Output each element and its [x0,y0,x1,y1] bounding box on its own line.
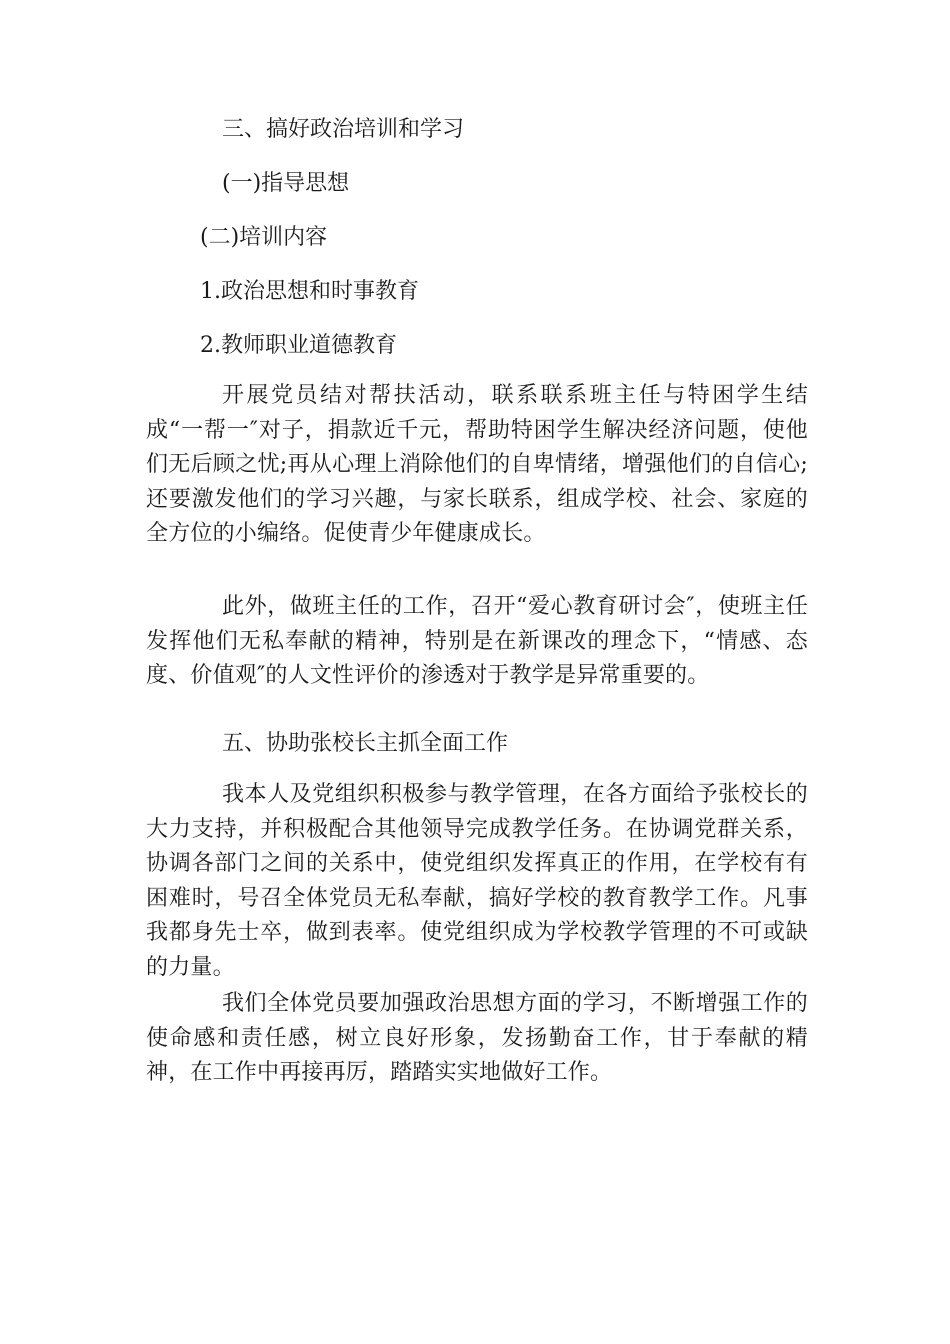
section-heading-five: 五、协助张校长主抓全面工作 [222,731,509,756]
paragraph-mentoring-activity: 开展党员结对帮扶活动，联系联系班主任与特困学生结成“一帮一″对子，捐款近千元，帮助特困学生解决经济问题，使他们无后顾之忧;再从心理上消除他们的自卑情绪，增强他们的自信心;还要激发他们的学习兴趣，与家长联系，组成学校、社会、家庭的全方位的小编络。促使青少年健康成长。 [146,383,808,546]
paragraph-head-teacher-work: 此外，做班主任的工作，召开“爱心教育研讨会″，使班主任发挥他们无私奉献的精神，特别是在新课改的理念下，“情感、态度、价值观″的人文性评价的渗透对于教学是异常重要的。 [146,594,808,688]
sub-heading-guiding-ideology: (一)指导思想 [222,171,350,196]
section-heading-three: 三、搞好政治培训和学习 [222,117,465,142]
list-item-politics-education: 1.政治思想和时事教育 [200,279,419,304]
paragraph-assist-principal: 我本人及党组织积极参与教学管理，在各方面给予张校长的大力支持，并积极配合其他领导完成教学任务。在协调党群关系，协调各部门之间的关系中，使党组织发挥真正的作用，在学校有有困难时，号召全体党员无私奉献，搞好学校的教育教学工作。凡事我都身先士卒，做到表率。使党组织成为学校教学管理的不可或缺的力量。 [146,782,808,980]
list-item-ethics-education: 2.教师职业道德教育 [200,333,397,358]
paragraph-closing: 我们全体党员要加强政治思想方面的学习，不断增强工作的使命感和责任感，树立良好形象，发扬勤奋工作，甘于奉献的精神，在工作中再接再厉，踏踏实实地做好工作。 [146,991,808,1085]
sub-heading-training-content: (二)培训内容 [200,225,328,250]
